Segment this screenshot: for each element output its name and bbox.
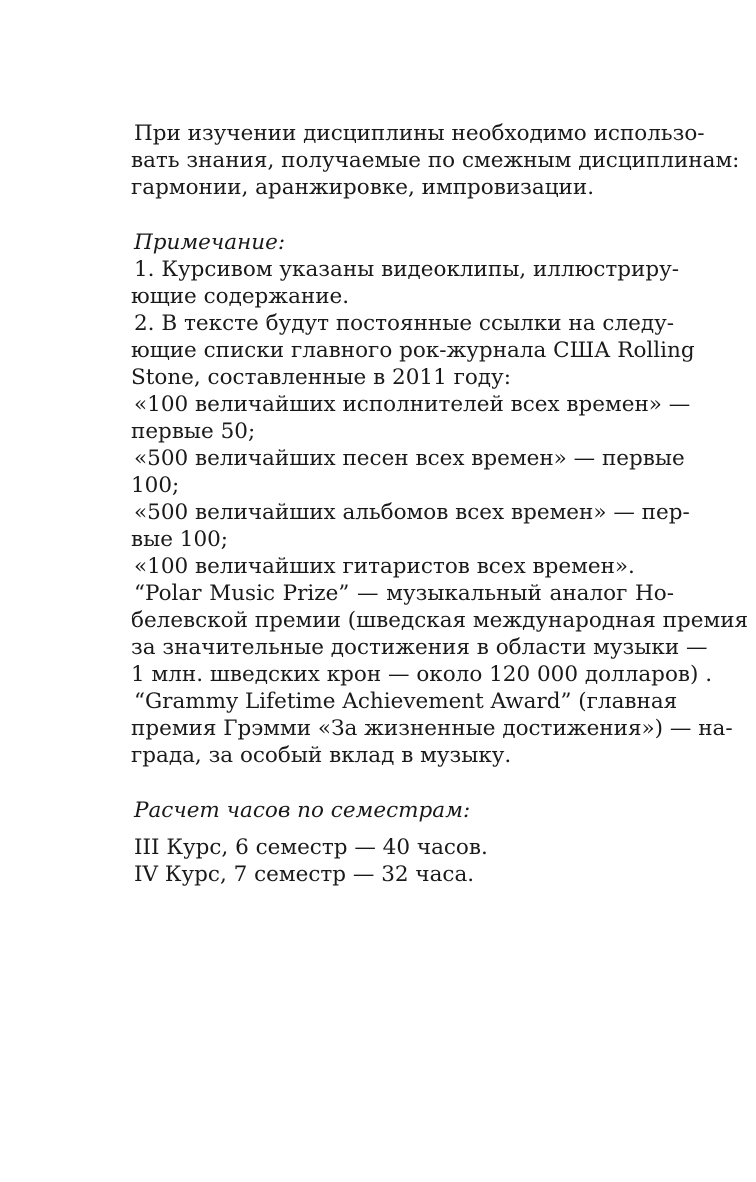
note-item-1-line-2: ющие содержание.	[131, 284, 350, 309]
list-entry-albums-line-1: «500 величайших альбомов всех времен» — пер-	[134, 500, 690, 525]
list-entry-artists-line-2: первые 50;	[131, 419, 256, 444]
intro-paragraph	[131, 120, 740, 201]
intro-line-1: При изучении дисциплины необходимо использо-	[134, 121, 705, 146]
note-heading: Примечание:	[134, 230, 286, 255]
list-entry-songs-line-1: «500 величайших песен всех времен» — первые	[134, 446, 685, 471]
polar-line-2: белевской премии (шведская международная премия	[131, 608, 749, 633]
polar-line-3: за значительные достижения в области музыки —	[131, 635, 708, 660]
document-page	[131, 120, 749, 888]
note-item-2-line-1: 2. В тексте будут постоянные ссылки на следу-	[134, 311, 674, 336]
list-entry-guitarists-line-1: «100 величайших гитаристов всех времен».	[134, 554, 635, 579]
grammy-line-3: града, за особый вклад в музыку.	[131, 743, 512, 768]
hours-line-1: III Курс, 6 семестр — 40 часов.	[134, 835, 488, 860]
grammy-line-2: премия Грэмми «За жизненные достижения») — на-	[131, 716, 733, 741]
list-entry-songs-line-2: 100;	[131, 473, 180, 498]
note-item-1-line-1: 1. Курсивом указаны видеоклипы, иллюстриру-	[134, 257, 680, 282]
intro-line-2: вать знания, получаемые по смежным дисциплинам:	[131, 148, 740, 173]
list-entry-songs	[131, 445, 685, 499]
note-item-1	[131, 256, 680, 310]
hours-heading: Расчет часов по семестрам:	[134, 798, 471, 823]
grammy-line-1: “Grammy Lifetime Achievement Award” (главная	[134, 689, 678, 714]
note-item-2-line-3: Stone, составленные в 2011 году:	[131, 365, 511, 390]
hours-line-2: IV Курс, 7 семестр — 32 часа.	[134, 862, 475, 887]
polar-line-4: 1 млн. шведских крон — около 120 000 долларов) .	[131, 662, 713, 687]
list-entry-albums	[131, 499, 690, 553]
note-item-2-line-2: ющие списки главного рок-журнала США Rolling	[131, 338, 695, 363]
list-entry-artists-line-1: «100 величайших исполнителей всех времен» —	[134, 392, 691, 417]
note-item-2	[131, 310, 695, 391]
list-entry-albums-line-2: вые 100;	[131, 527, 229, 552]
polar-line-1: “Polar Music Prize” — музыкальный аналог Но-	[134, 581, 674, 606]
intro-line-3: гармонии, аранжировке, импровизации.	[131, 175, 595, 200]
polar-paragraph	[131, 580, 749, 688]
list-entry-guitarists	[134, 553, 674, 580]
list-entry-artists	[131, 391, 691, 445]
grammy-paragraph	[131, 688, 733, 769]
